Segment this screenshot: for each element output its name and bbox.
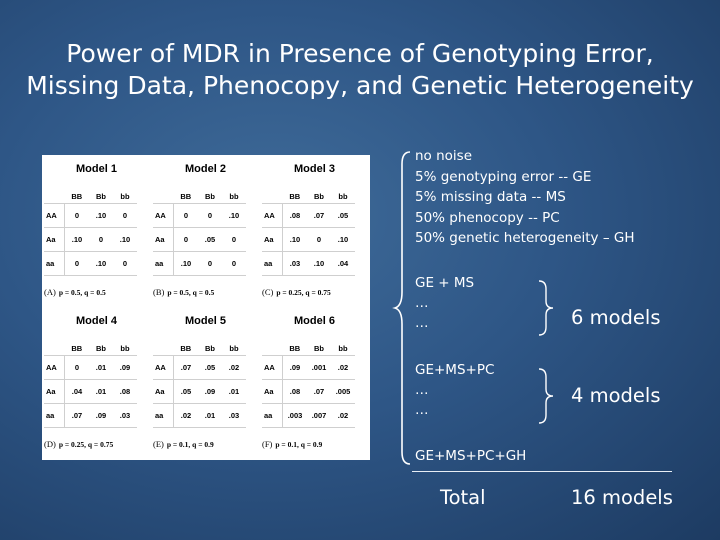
column-header: bb: [331, 189, 355, 204]
group-2-result: 4 models: [571, 384, 661, 407]
table-corner: [153, 341, 174, 356]
table-cell: .003: [283, 404, 308, 428]
model-tables-figure: [42, 155, 370, 460]
total-divider-line: [412, 471, 672, 472]
model-caption: [153, 287, 263, 297]
genotype-penetrance-table: [262, 341, 355, 428]
slide-title: [0, 38, 720, 102]
group-line: …: [415, 382, 429, 398]
table-corner: [44, 189, 65, 204]
right-brace-group-1: [536, 279, 558, 337]
table-row: [44, 404, 137, 428]
row-header: AA: [44, 204, 65, 228]
slide-title-line-1: Power of MDR in Presence of Genotyping Error,: [66, 39, 654, 68]
table-cell: .03: [222, 404, 246, 428]
table-cell: .05: [174, 380, 199, 404]
model-title: Model 6: [294, 315, 335, 327]
genotype-penetrance-table: [44, 189, 137, 276]
row-header: AA: [153, 356, 174, 380]
row-header: aa: [153, 252, 174, 276]
column-header: bb: [113, 189, 137, 204]
table-cell: .10: [65, 228, 90, 252]
table-cell: .10: [283, 228, 308, 252]
row-header: Aa: [44, 380, 65, 404]
table-cell: .07: [65, 404, 90, 428]
total-result: 16 models: [571, 486, 673, 509]
table-row: [153, 252, 246, 276]
table-cell: .05: [198, 228, 222, 252]
allele-frequency-caption: p = 0.1, q = 0.9: [166, 440, 214, 449]
table-row: [153, 404, 246, 428]
table-cell: .09: [113, 356, 137, 380]
table-cell: .09: [283, 356, 308, 380]
combination-group-3: [415, 446, 526, 466]
slide-title-line-2: Missing Data, Phenocopy, and Genetic Heterogeneity: [26, 71, 694, 100]
panel-letter: (B): [153, 287, 165, 297]
table-row: [44, 356, 137, 380]
table-cell: 0: [307, 228, 331, 252]
row-header: AA: [153, 204, 174, 228]
left-curly-brace: [392, 150, 414, 466]
table-cell: .01: [89, 356, 113, 380]
group-line: …: [415, 295, 429, 311]
row-header: Aa: [153, 228, 174, 252]
table-row: [153, 204, 246, 228]
table-cell: .04: [331, 252, 355, 276]
combination-group-1: [415, 273, 474, 333]
table-cell: .01: [198, 404, 222, 428]
row-header: aa: [44, 404, 65, 428]
model-panel: [42, 155, 151, 300]
allele-frequency-caption: p = 0.25, q = 0.75: [276, 288, 331, 297]
table-row: [262, 252, 355, 276]
column-header: Bb: [198, 189, 222, 204]
table-cell: .04: [65, 380, 90, 404]
row-header: aa: [153, 404, 174, 428]
group-line: …: [415, 315, 429, 331]
column-header: bb: [113, 341, 137, 356]
table-cell: .05: [331, 204, 355, 228]
table-cell: .10: [89, 204, 113, 228]
table-cell: 0: [113, 204, 137, 228]
model-panel: [260, 307, 369, 452]
table-cell: .005: [331, 380, 355, 404]
table-cell: .02: [331, 404, 355, 428]
table-cell: .07: [174, 356, 199, 380]
table-row: [153, 380, 246, 404]
table-cell: .07: [307, 380, 331, 404]
model-panel: [42, 307, 151, 452]
model-panel: [151, 155, 260, 300]
table-cell: 0: [174, 228, 199, 252]
model-panel: [151, 307, 260, 452]
table-row: [153, 356, 246, 380]
genotype-penetrance-table: [153, 341, 246, 428]
panel-letter: (E): [153, 439, 164, 449]
group-1-result: 6 models: [571, 306, 661, 329]
table-cell: .03: [113, 404, 137, 428]
panel-letter: (D): [44, 439, 56, 449]
row-header: Aa: [153, 380, 174, 404]
model-caption: [262, 439, 372, 449]
table-cell: .08: [283, 380, 308, 404]
column-header: bb: [222, 341, 246, 356]
table-cell: .03: [283, 252, 308, 276]
table-row: [262, 380, 355, 404]
group-line: GE+MS+PC: [415, 362, 495, 378]
group-line: …: [415, 402, 429, 418]
column-header: BB: [283, 341, 308, 356]
column-header: bb: [222, 189, 246, 204]
combination-group-2: [415, 360, 494, 420]
table-cell: 0: [198, 252, 222, 276]
table-row: [262, 204, 355, 228]
table-cell: 0: [222, 252, 246, 276]
model-caption: [153, 439, 263, 449]
row-header: AA: [262, 204, 283, 228]
table-cell: .02: [174, 404, 199, 428]
table-row: [262, 356, 355, 380]
row-header: AA: [44, 356, 65, 380]
table-row: [44, 380, 137, 404]
column-header: Bb: [198, 341, 222, 356]
table-cell: .09: [89, 404, 113, 428]
table-cell: .10: [113, 228, 137, 252]
panel-letter: (A): [44, 287, 56, 297]
table-cell: .02: [222, 356, 246, 380]
table-cell: .07: [307, 204, 331, 228]
table-cell: 0: [65, 204, 90, 228]
allele-frequency-caption: p = 0.5, q = 0.5: [167, 288, 215, 297]
model-title: Model 1: [76, 163, 117, 175]
row-header: Aa: [44, 228, 65, 252]
table-row: [262, 404, 355, 428]
table-row: [44, 252, 137, 276]
column-header: BB: [65, 189, 90, 204]
table-cell: .09: [198, 380, 222, 404]
table-cell: 0: [65, 356, 90, 380]
group-line: GE+MS+PC+GH: [415, 448, 527, 464]
table-cell: 0: [198, 204, 222, 228]
allele-frequency-caption: p = 0.25, q = 0.75: [58, 440, 114, 449]
table-corner: [262, 189, 283, 204]
column-header: BB: [174, 341, 199, 356]
model-caption: [262, 287, 372, 297]
row-header: aa: [262, 252, 283, 276]
table-corner: [153, 189, 174, 204]
model-title: Model 3: [294, 163, 335, 175]
row-header: Aa: [262, 228, 283, 252]
table-row: [44, 204, 137, 228]
table-cell: 0: [65, 252, 90, 276]
allele-frequency-caption: p = 0.1, q = 0.9: [275, 440, 323, 449]
table-row: [262, 228, 355, 252]
column-header: Bb: [89, 189, 113, 204]
table-cell: 0: [174, 204, 199, 228]
model-title: Model 5: [185, 315, 226, 327]
column-header: BB: [65, 341, 90, 356]
model-title: Model 4: [76, 315, 117, 327]
noise-item: 5% genotyping error -- GE: [415, 168, 592, 185]
model-caption: [44, 439, 154, 449]
column-header: bb: [331, 341, 355, 356]
table-cell: .10: [89, 252, 113, 276]
table-cell: .02: [331, 356, 355, 380]
table-cell: .10: [222, 204, 246, 228]
allele-frequency-caption: p = 0.5, q = 0.5: [58, 288, 106, 297]
column-header: Bb: [307, 189, 331, 204]
column-header: Bb: [89, 341, 113, 356]
noise-item: 50% genetic heterogeneity – GH: [415, 230, 635, 246]
table-cell: .001: [307, 356, 331, 380]
table-cell: .007: [307, 404, 331, 428]
table-row: [153, 228, 246, 252]
model-caption: [44, 287, 154, 297]
noise-item: no noise: [415, 148, 473, 164]
column-header: BB: [174, 189, 199, 204]
noise-conditions-list: [415, 146, 634, 249]
table-cell: .10: [331, 228, 355, 252]
genotype-penetrance-table: [153, 189, 246, 276]
table-corner: [262, 341, 283, 356]
table-cell: .08: [113, 380, 137, 404]
table-row: [44, 228, 137, 252]
panel-letter: (F): [262, 439, 273, 449]
row-header: aa: [262, 404, 283, 428]
noise-item: 50% phenocopy -- PC: [415, 209, 560, 226]
row-header: aa: [44, 252, 65, 276]
table-corner: [44, 341, 65, 356]
right-brace-group-2: [536, 367, 558, 425]
table-cell: .08: [283, 204, 308, 228]
column-header: Bb: [307, 341, 331, 356]
total-label: Total: [440, 486, 486, 509]
group-line: GE + MS: [415, 275, 475, 291]
column-header: BB: [283, 189, 308, 204]
table-cell: .01: [89, 380, 113, 404]
row-header: Aa: [262, 380, 283, 404]
table-cell: .05: [198, 356, 222, 380]
table-cell: 0: [222, 228, 246, 252]
model-title: Model 2: [185, 163, 226, 175]
row-header: AA: [262, 356, 283, 380]
genotype-penetrance-table: [44, 341, 137, 428]
genotype-penetrance-table: [262, 189, 355, 276]
table-cell: 0: [89, 228, 113, 252]
noise-item: 5% missing data -- MS: [415, 189, 566, 205]
panel-letter: (C): [262, 287, 274, 297]
table-cell: .10: [174, 252, 199, 276]
table-cell: .01: [222, 380, 246, 404]
model-panel: [260, 155, 369, 300]
table-cell: 0: [113, 252, 137, 276]
table-cell: .10: [307, 252, 331, 276]
